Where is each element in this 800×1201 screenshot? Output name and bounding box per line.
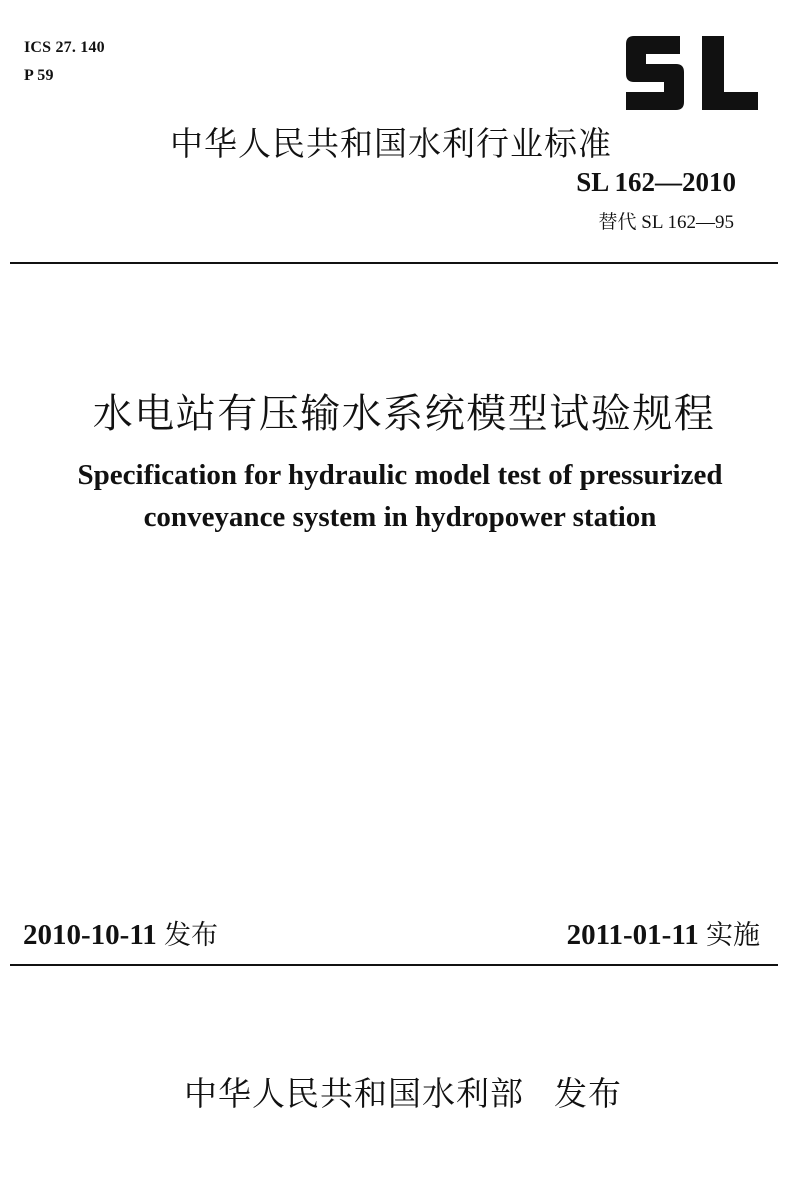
- sl-logo-graphic: [618, 24, 768, 124]
- bottom-divider: [10, 964, 778, 966]
- issue-date: [23, 913, 218, 952]
- effective-date: [567, 913, 760, 952]
- publish-label: 发布: [554, 1074, 622, 1113]
- publisher-name: 中华人民共和国水利部: [184, 1074, 524, 1113]
- title-english-line1: Specification for hydraulic model test of pressurized: [77, 459, 723, 491]
- standard-number: SL 162—2010: [576, 167, 736, 197]
- issue-date-value: 2010-10-11: [23, 919, 157, 951]
- effective-date-label: 实施: [706, 920, 760, 951]
- top-divider: [10, 262, 778, 264]
- issue-date-label: 发布: [163, 920, 218, 951]
- title-english-line2: conveyance system in hydropower station: [143, 501, 657, 533]
- effective-date-value: 2011-01-11: [566, 919, 699, 951]
- publisher: [0, 1068, 800, 1115]
- sl-logo: [618, 24, 768, 124]
- replaced-standard: 替代 SL 162—95: [598, 212, 734, 233]
- ics-code: ICS 27. 140: [24, 39, 105, 56]
- issuing-sector-title: 中华人民共和国水利行业标准: [170, 124, 612, 163]
- ccs-code: P 59: [24, 67, 54, 84]
- title-chinese: 水电站有压输水系统模型试验规程: [92, 391, 716, 437]
